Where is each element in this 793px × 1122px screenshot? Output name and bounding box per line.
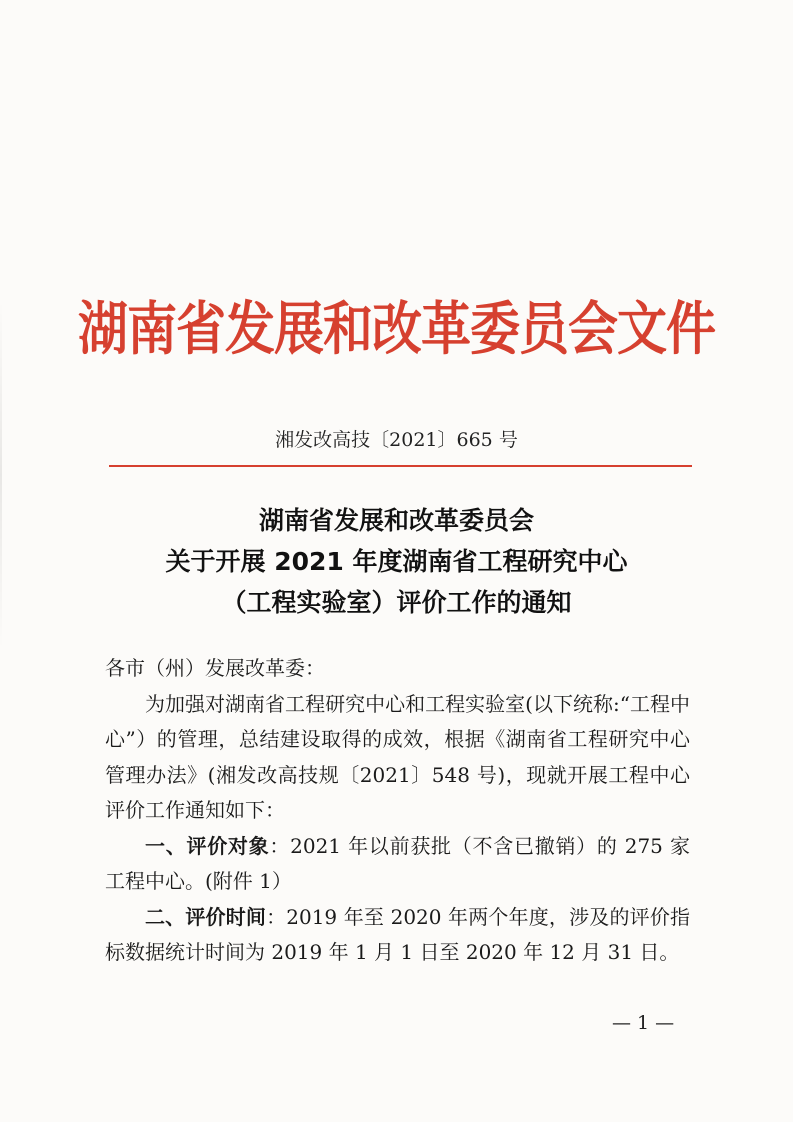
section-evaluation-targets [105,829,690,900]
issuer-header-title: 湖南省发展和改革委员会文件 [78,295,715,363]
notice-title-line-3: （工程实验室）评价工作的通知 [221,588,572,617]
section-2-heading: 二、评价时间 [145,904,267,929]
notice-title-line-2: 关于开展 2021 年度湖南省工程研究中心 [165,547,628,576]
section-2-text: ：2019 年至 2020 年两个年度，涉及的评价指标数据统计时间为 2019 年 1 月 1 日至 2020 年 12 月 31 日。 [105,904,690,964]
notice-body [105,651,690,971]
notice-title-line-1: 湖南省发展和改革委员会 [258,506,534,535]
document-number: 湘发改高技〔2021〕665 号 [275,429,518,451]
salutation: 各市（州）发展改革委： [105,656,325,680]
section-1-text: ：2021 年以前获批（不含已撤销）的 275 家工程中心。(附件 1） [105,833,691,893]
paragraph-intro: 为加强对湖南省工程研究中心和工程实验室(以下统称:“工程中心”）的管理，总结建设取得的成效，根据《湖南省工程研究中心管理办法》(湘发改高技规〔2021〕548 号)，现就开展工程中心评价工作通知如下： [105,691,690,822]
red-divider-line [109,465,692,467]
page-number: — 1 — [612,1012,675,1034]
section-1-heading: 一、评价对象 [145,833,270,858]
notice-title [0,500,793,623]
section-evaluation-period [105,900,690,971]
